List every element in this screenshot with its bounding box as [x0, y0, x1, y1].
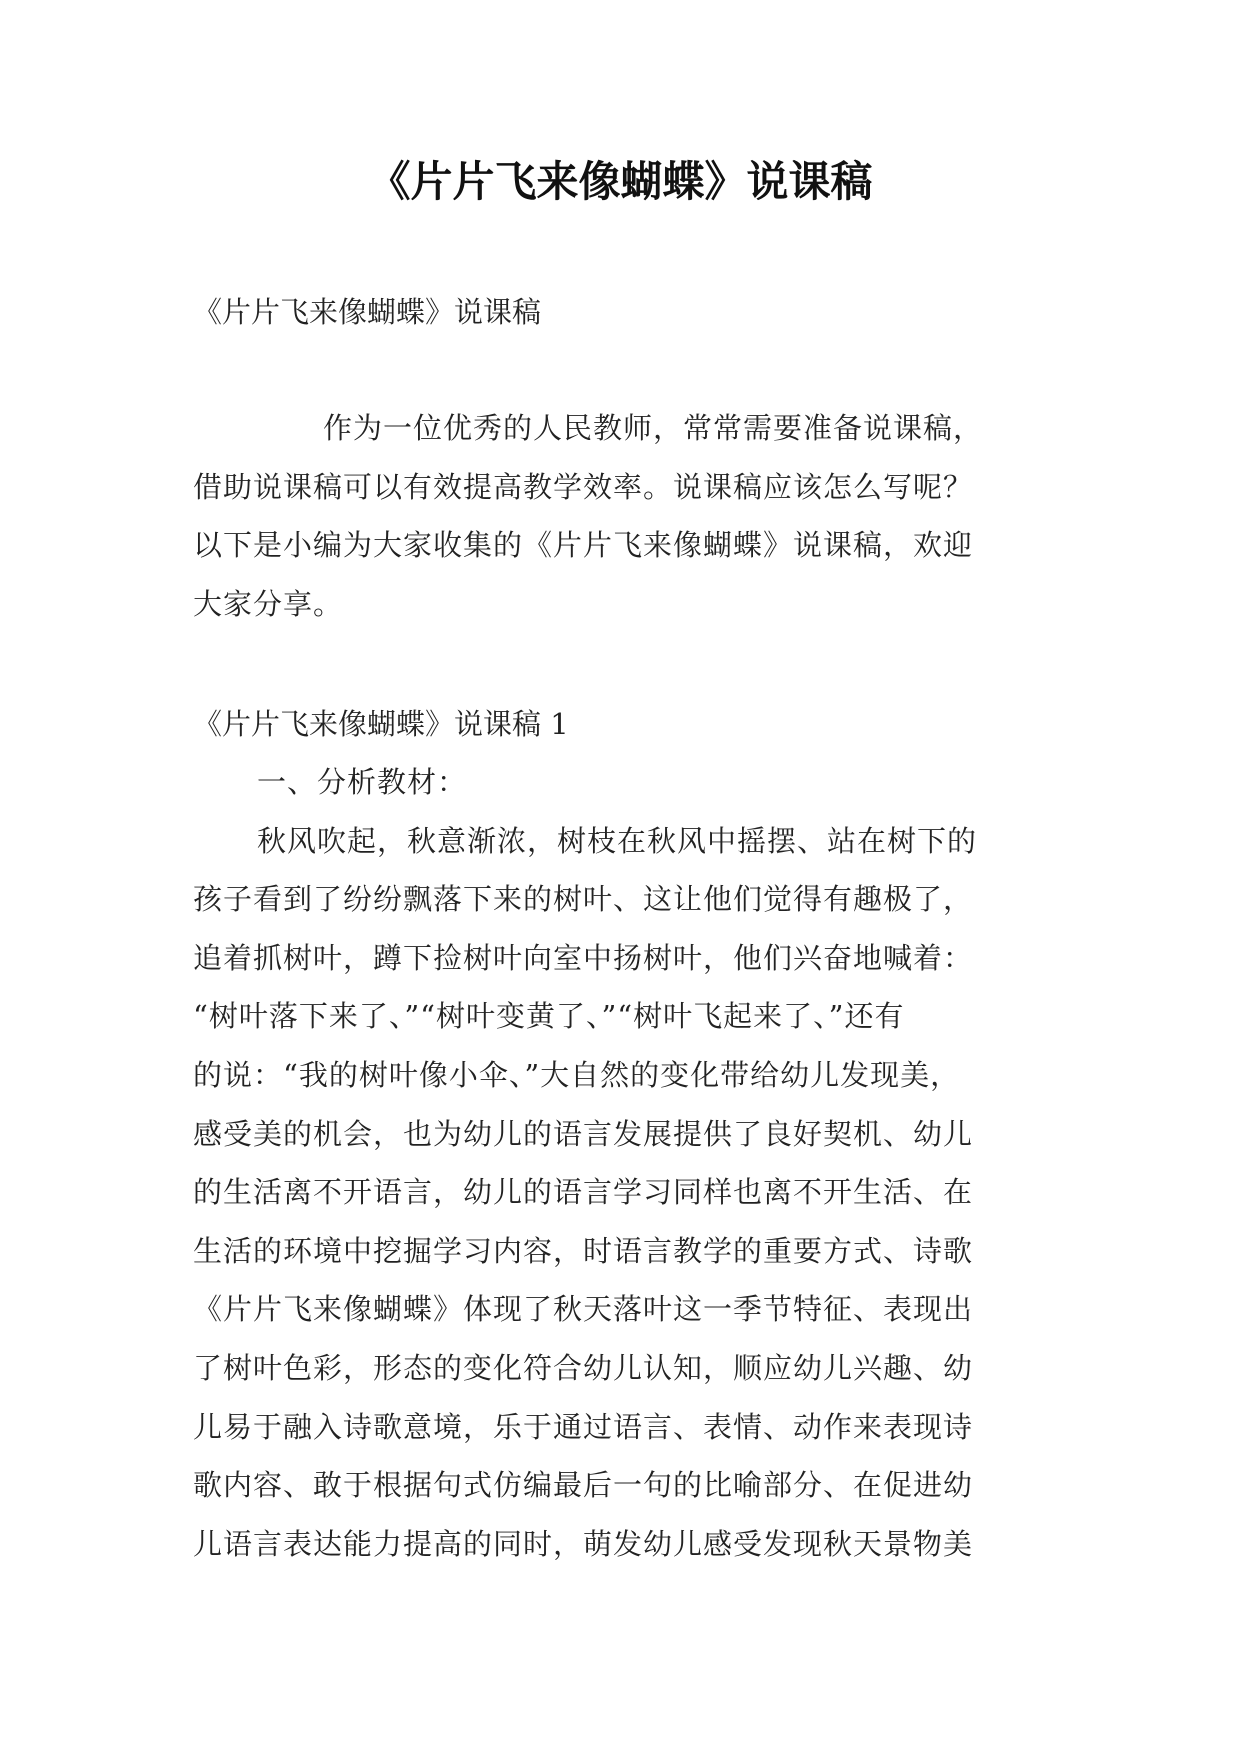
analysis-line: 秋风吹起，秋意渐浓，树枝在秋风中摇摆、站在树下的 [257, 823, 978, 858]
intro-line: 大家分享。 [193, 586, 344, 621]
analysis-line: 的生活离不开语言，幼儿的语言学习同样也离不开生活、在 [193, 1175, 974, 1210]
analysis-line: 孩子看到了纷纷飘落下来的树叶、这让他们觉得有趣极了， [193, 882, 974, 917]
analysis-line: 的说：“我的树叶像小伞、”大自然的变化带给幼儿发现美， [193, 1057, 961, 1092]
analysis-paragraph [193, 762, 1073, 1582]
analysis-line: 感受美的机会，也为幼儿的语言发展提供了良好契机、幼儿 [193, 1116, 974, 1151]
analysis-line: 儿语言表达能力提高的同时，萌发幼儿感受发现秋天景物美 [193, 1526, 974, 1561]
analysis-heading: 一、分析教材： [257, 765, 468, 799]
intro-line: 借助说课稿可以有效提高教学效率。说课稿应该怎么写呢？ [193, 469, 974, 504]
analysis-line: 生活的环境中挖掘学习内容，时语言教学的重要方式、诗歌 [193, 1233, 974, 1268]
section-heading: 《片片飞来像蝴蝶》说课稿 1 [193, 707, 569, 741]
intro-line: 以下是小编为大家收集的《片片飞来像蝴蝶》说课稿，欢迎 [193, 528, 974, 563]
intro-line: 作为一位优秀的人民教师，常常需要准备说课稿， [323, 411, 984, 445]
analysis-line: 《片片飞来像蝴蝶》体现了秋天落叶这一季节特征、表现出 [193, 1292, 974, 1327]
document-title: 《片片飞来像蝴蝶》说课稿 [368, 157, 873, 206]
analysis-line: “树叶落下来了、”“树叶变黄了、”“树叶飞起来了、”还有 [193, 999, 905, 1034]
analysis-line: 追着抓树叶，蹲下捡树叶向室中扬树叶，他们兴奋地喊着： [193, 940, 974, 975]
document-subtitle: 《片片飞来像蝴蝶》说课稿 [193, 295, 542, 329]
analysis-line: 歌内容、敢于根据句式仿编最后一句的比喻部分、在促进幼 [193, 1468, 974, 1503]
intro-paragraph [193, 408, 1073, 642]
analysis-line: 儿易于融入诗歌意境，乐于通过语言、表情、动作来表现诗 [193, 1409, 974, 1444]
analysis-line: 了树叶色彩，形态的变化符合幼儿认知，顺应幼儿兴趣、幼 [193, 1350, 974, 1385]
